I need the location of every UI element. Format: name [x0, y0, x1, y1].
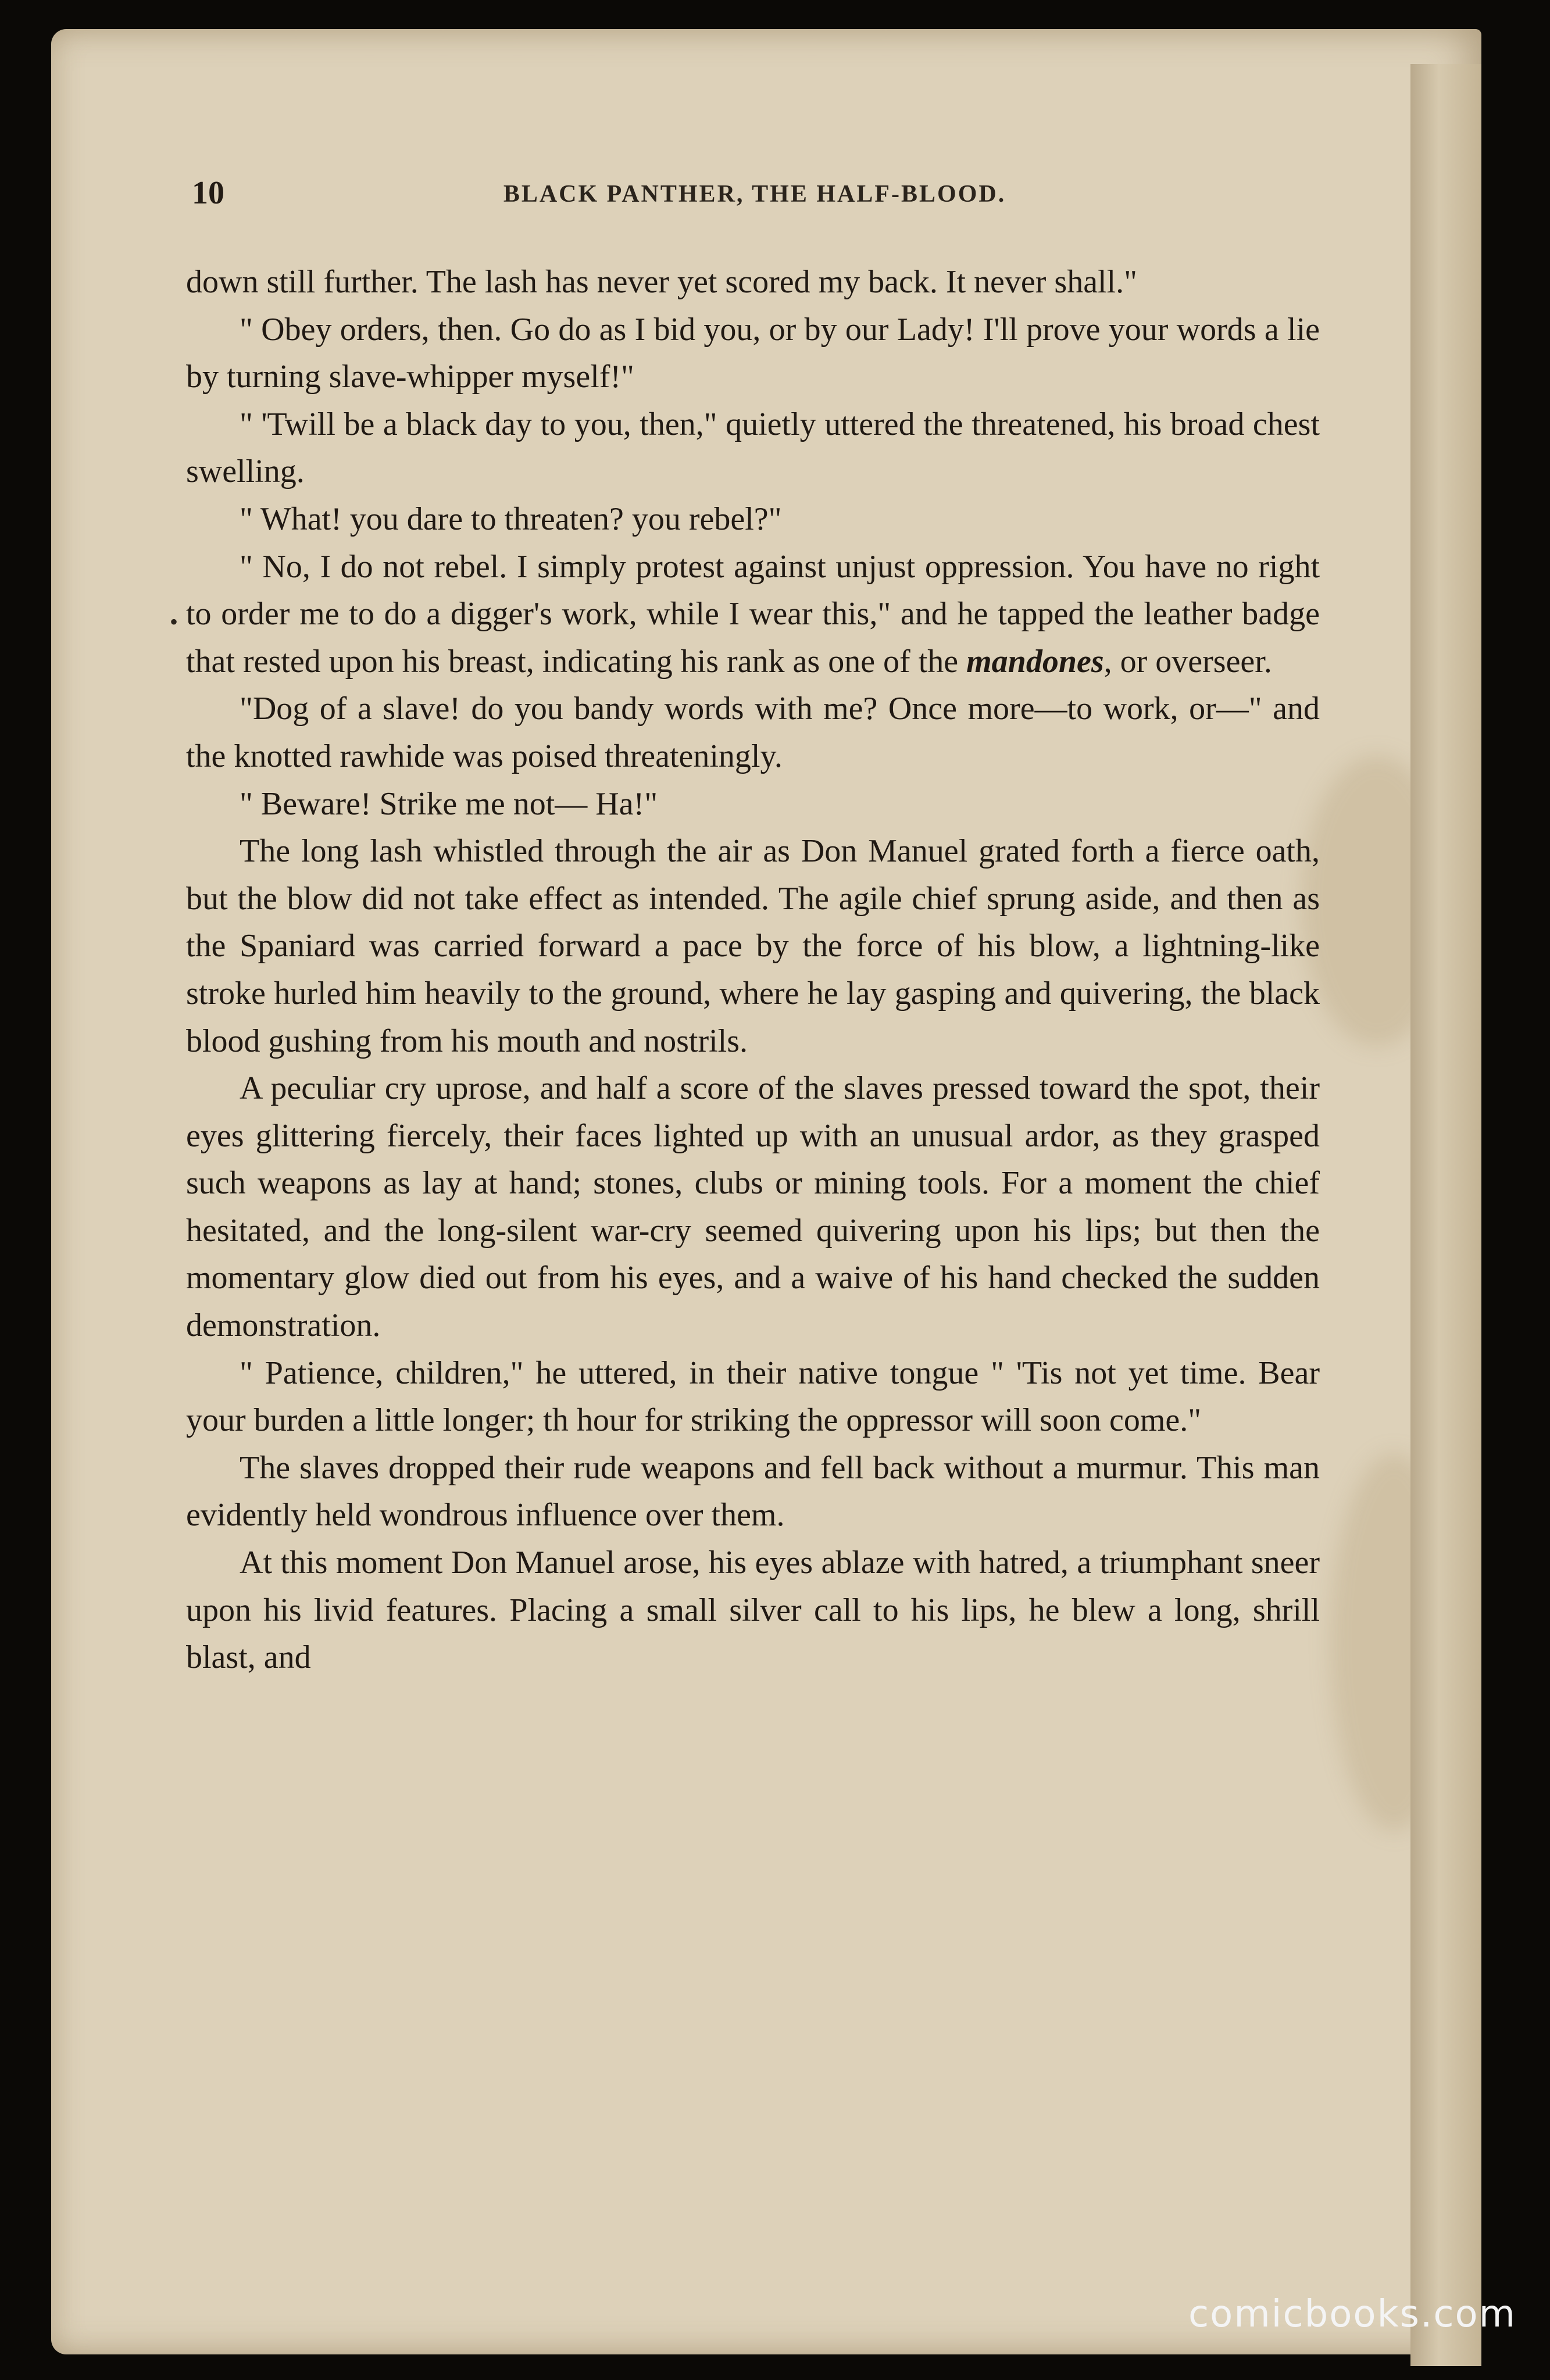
- running-head: [192, 174, 1317, 209]
- paragraph: The slaves dropped their rude weapons and fell back without a murmur. This man evidently held wondrous influence over them.: [186, 1449, 1320, 1534]
- paragraph: [186, 544, 1320, 686]
- watermark: comicbooks.com: [1188, 2293, 1516, 2336]
- paragraph: " What! you dare to threaten? you rebel?": [240, 501, 782, 537]
- margin-mark: •: [170, 609, 178, 635]
- paragraph: " Beware! Strike me not— Ha!": [240, 785, 658, 822]
- paragraph: " Patience, children," he uttered, in their native tongue " 'Tis not yet time. Bear your burden a little longer; th hour for striking the oppressor will soon come.": [186, 1355, 1320, 1439]
- paragraph-text: " No, I do not rebel. I simply protest against unjust oppression. You have no right to order me to do a digger's work, while I wear this," and he tapped the leather badge that rested upon his breast, indicating his rank as one of the: [186, 548, 1320, 680]
- body-text: [186, 259, 1320, 1682]
- paragraph: " Obey orders, then. Go do as I bid you, or by our Lady! I'll prove your words a lie by turning slave-whipper myself!": [186, 311, 1320, 395]
- paragraph: " 'Twill be a black day to you, then," quietly uttered the threatened, his broad chest swelling.: [186, 406, 1320, 490]
- page-number: 10: [192, 175, 224, 211]
- paragraph: down still further. The lash has never yet scored my back. It never shall.": [186, 264, 1138, 300]
- paragraph: A peculiar cry uprose, and half a score of the slaves pressed toward the spot, their eyes glittering fiercely, their faces lighted up with an unusual ardor, as they grasped such weapons as lay at hand; stones, clubs or mining tools. For a moment the chief hesitated, and the long-silent war-cry seemed quivering upon his lips; but then the momentary glow died out from his eyes, and a waive of his hand checked the sudden demonstration.: [186, 1070, 1320, 1344]
- paragraph: The long lash whistled through the air as Don Manuel grated forth a fierce oath, but the blow did not take effect as intended. The agile chief sprung aside, and then as the Spaniard was carried forward a pace by the force of his blow, a lightning-like stroke hurled him heavily to the ground, where he lay gasping and quivering, the black blood gushing from his mouth and nostrils.: [186, 833, 1320, 1059]
- italic-term: mandones: [966, 643, 1104, 680]
- paragraph-text-tail: , or overseer.: [1103, 643, 1272, 680]
- page-edge: [1410, 64, 1481, 2366]
- paragraph: "Dog of a slave! do you bandy words with me? Once more—to work, or—" and the knotted rawhide was poised threateningly.: [186, 691, 1320, 774]
- running-title: BLACK PANTHER, THE HALF-BLOOD.: [503, 181, 1006, 208]
- paragraph: At this moment Don Manuel arose, his eyes ablaze with hatred, a triumphant sneer upon his livid features. Placing a small silver call to his lips, he blew a long, shrill blast, and: [186, 1545, 1320, 1676]
